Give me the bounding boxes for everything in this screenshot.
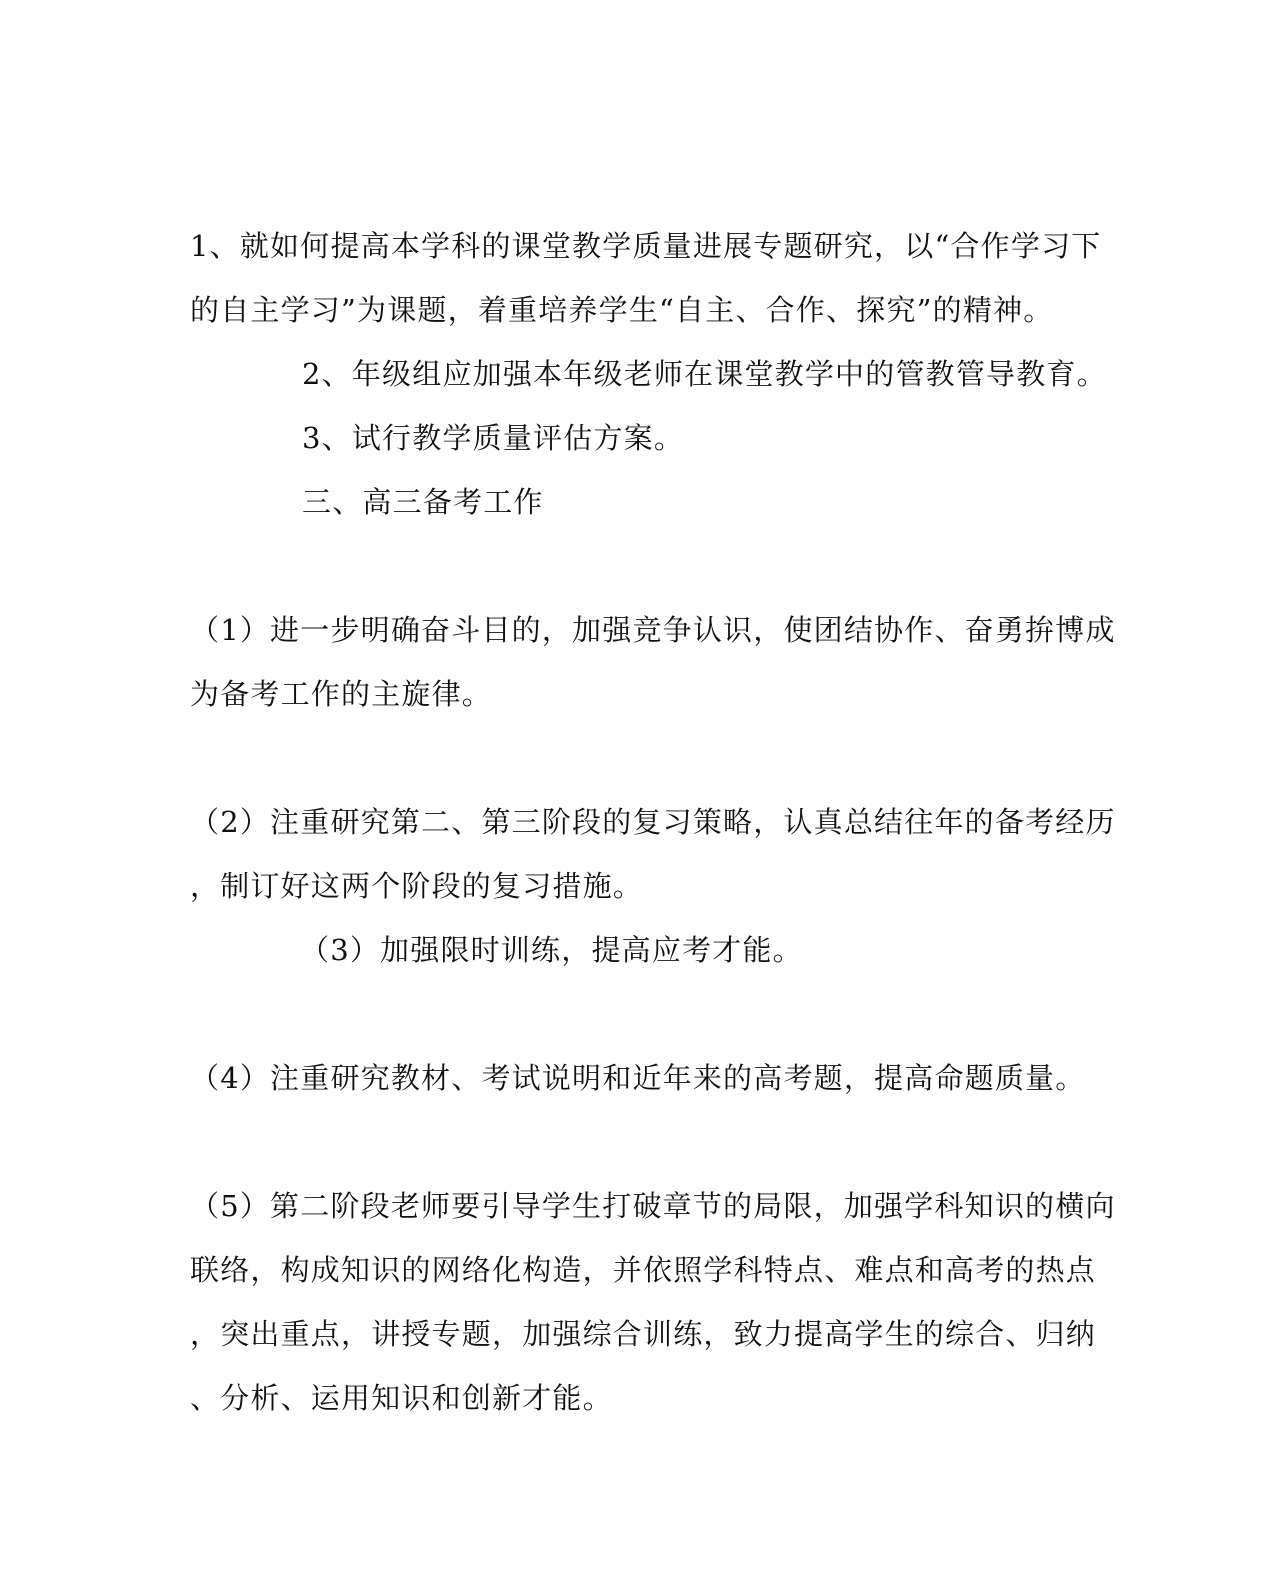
- item-2-line-2: ，制订好这两个阶段的复习措施。: [190, 869, 644, 903]
- item-1-line-2: 为备考工作的主旋律。: [190, 677, 493, 711]
- item-5-line-1: （5）第二阶段老师要引导学生打破章节的局限，加强学科知识的横向: [190, 1189, 1116, 1223]
- paragraph-3: 3、试行教学质量评估方案。: [302, 421, 685, 455]
- paragraph-1-line-2: 的自主学习”为课题，着重培养学生“自主、合作、探究”的精神。: [190, 293, 1054, 327]
- item-3: （3）加强限时训练，提高应考才能。: [300, 933, 803, 967]
- item-5-line-2: 联络，构成知识的网络化构造，并依照学科特点、难点和高考的热点: [190, 1253, 1097, 1287]
- item-4: （4）注重研究教材、考试说明和近年来的高考题，提高命题质量。: [190, 1061, 1086, 1095]
- paragraph-2: 2、年级组应加强本年级老师在课堂教学中的管教管导教育。: [302, 357, 1107, 391]
- paragraph-1-line-1: 1、就如何提高本学科的课堂教学质量进展专题研究，以“合作学习下: [190, 229, 1102, 263]
- item-1-line-1: （1）进一步明确奋斗目的，加强竞争认识，使团结协作、奋勇拚博成: [190, 613, 1116, 647]
- item-2-line-1: （2）注重研究第二、第三阶段的复习策略，认真总结往年的备考经历: [190, 805, 1116, 839]
- section-3-heading: 三、高三备考工作: [302, 485, 544, 519]
- item-5-line-3: ，突出重点，讲授专题，加强综合训练，致力提高学生的综合、归纳: [190, 1317, 1097, 1351]
- item-5-line-4: 、分析、运用知识和创新才能。: [190, 1381, 613, 1415]
